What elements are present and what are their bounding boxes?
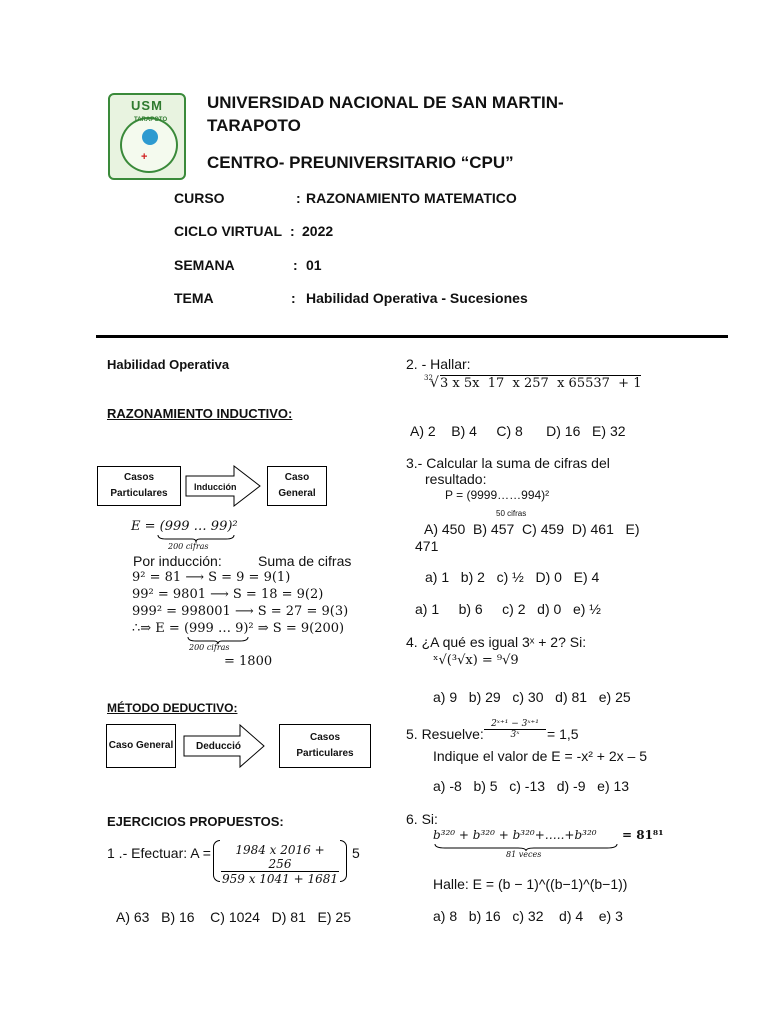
ex2-expression: 3 x 5x 17 x 257 x 65537 + 1 — [440, 376, 642, 391]
ex2-radical-sign: √ — [430, 375, 439, 391]
info-sep-curso: : — [296, 190, 301, 206]
box-casos-particulares: Casos Particulares — [97, 466, 181, 506]
ex1-left-paren — [213, 840, 220, 882]
info-value-ciclo: 2022 — [302, 223, 334, 239]
deduction-label: Deducció — [196, 741, 242, 752]
globe-icon — [142, 129, 158, 145]
ex6-title: 6. Si: — [406, 811, 438, 827]
university-name-line1: UNIVERSIDAD NACIONAL DE SAN MARTIN- — [207, 93, 564, 112]
extra-options-1: a) 1 b) 2 c) ½ D) 0 E) 4 — [425, 569, 600, 585]
exercises-title: EJERCICIOS PROPUESTOS: — [107, 814, 284, 829]
ex4-options: a) 9 b) 29 c) 30 d) 81 e) 25 — [433, 689, 631, 705]
logo-top-text: TARAPOTO — [134, 117, 168, 123]
ex5-fraction — [484, 719, 546, 740]
ex5-line-2: Indique el valor de E = -x² + 2x – 5 — [433, 748, 648, 764]
university-name-line2: TARAPOTO — [207, 116, 301, 135]
ex2-title: 2. - Hallar: — [406, 356, 471, 372]
ex3-expression: P = (9999……994)² — [445, 488, 550, 502]
ex5-numerator: 2ˣ⁺¹ − 3ˣ⁺¹ — [484, 719, 546, 730]
info-sep-tema: : — [291, 290, 296, 306]
ex4-expression: ˣ√(³√x) = ⁹√9 — [433, 653, 519, 668]
ex6-under-label: 81 veces — [506, 850, 542, 859]
logo-seal — [120, 117, 178, 173]
sum-digits-label: Suma de cifras — [258, 553, 352, 569]
ex3-title: 3.- Calcular la suma de cifras del — [406, 455, 610, 471]
e-under-label: 200 cifras — [168, 542, 209, 551]
cross-icon: + — [141, 151, 148, 163]
ex5-equals: = 1,5 — [547, 726, 579, 742]
info-label-ciclo: CICLO VIRTUAL — [174, 223, 283, 239]
ex6-options: a) 8 b) 16 c) 32 d) 4 e) 3 — [433, 908, 623, 924]
box-caso-general-2: Caso General — [106, 724, 176, 768]
ex1-options: A) 63 B) 16 C) 1024 D) 81 E) 25 — [116, 909, 351, 925]
inductive-title: RAZONAMIENTO INDUCTIVO: — [107, 406, 293, 421]
ex4-title: 4. ¿A qué es igual 3ˣ + 2? Si: — [406, 634, 587, 650]
box-caso-general: Caso General — [267, 466, 327, 506]
induction-line-1: 9² = 81 ⟶ S = 9 = 9(1) — [132, 570, 291, 585]
section-heading: Habilidad Operativa — [107, 357, 230, 372]
info-value-curso: RAZONAMIENTO MATEMATICO — [306, 190, 517, 206]
university-logo — [108, 93, 186, 180]
e-formula: E = (999 … 99)² — [131, 519, 238, 534]
ex2-root-index: 32 — [424, 374, 433, 382]
deductive-title: MÉTODO DEDUCTIVO: — [107, 701, 238, 715]
logo-letters: USM — [131, 98, 163, 113]
e-underbrace — [156, 534, 236, 542]
info-label-semana: SEMANA — [174, 257, 235, 273]
ex5-options: a) -8 b) 5 c) -13 d) -9 e) 13 — [433, 778, 630, 794]
result-1800: = 1800 — [224, 654, 273, 669]
center-name: CENTRO- PREUNIVERSITARIO “CPU” — [207, 153, 514, 172]
info-label-tema: TEMA — [174, 290, 214, 306]
ex3-options: A) 450 B) 457 C) 459 D) 461 E) — [424, 521, 640, 537]
extra-options-2: a) 1 b) 6 c) 2 d) 0 e) ½ — [415, 601, 601, 617]
info-sep-ciclo: : — [290, 223, 295, 239]
info-sep-semana: : — [293, 257, 298, 273]
ex6-expression: b³²⁰ + b³²⁰ + b³²⁰+…..+b³²⁰ — [433, 828, 597, 842]
ex1-root: 5 — [352, 845, 360, 861]
ex2-options: A) 2 B) 4 C) 8 D) 16 E) 32 — [410, 423, 626, 439]
ex6-equals: = 81⁸¹ — [622, 828, 664, 842]
induction-line-2: 99² = 9801 ⟶ S = 18 = 9(2) — [132, 587, 324, 602]
header-divider — [96, 335, 728, 338]
ex6-halle: Halle: E = (b − 1)^((b−1)^(b−1)) — [433, 876, 628, 892]
induction-line-4: ∴⇒ E = (999 … 9)² ⇒ S = 9(200) — [132, 621, 345, 636]
info-label-curso: CURSO — [174, 190, 225, 206]
ex3-options-2: 471 — [415, 538, 439, 554]
ex1-denominator: 959 x 1041 + 1681 — [221, 872, 339, 886]
info-value-semana: 01 — [306, 257, 322, 273]
induction-line-3: 999² = 998001 ⟶ S = 27 = 9(3) — [132, 604, 349, 619]
induction-label: Inducción — [194, 482, 237, 492]
info-value-tema: Habilidad Operativa - Sucesiones — [306, 290, 528, 306]
ex3-under-label: 50 cifras — [496, 509, 527, 518]
ex3-title-2: resultado: — [425, 471, 487, 487]
by-induction: Por inducción: — [133, 553, 222, 569]
ex1-numerator: 1984 x 2016 + 256 — [221, 843, 339, 872]
ex5-denominator: 3ˣ — [510, 730, 520, 740]
ex5-prefix: 5. Resuelve: — [406, 726, 484, 742]
ex1-right-paren — [340, 840, 347, 882]
ex1-fraction — [221, 843, 339, 886]
conclusion-under-label: 200 cifras — [189, 643, 230, 652]
box-casos-particulares-2: Casos Particulares — [279, 724, 371, 768]
ex1-prefix: 1 .- Efectuar: A = — [107, 845, 211, 861]
